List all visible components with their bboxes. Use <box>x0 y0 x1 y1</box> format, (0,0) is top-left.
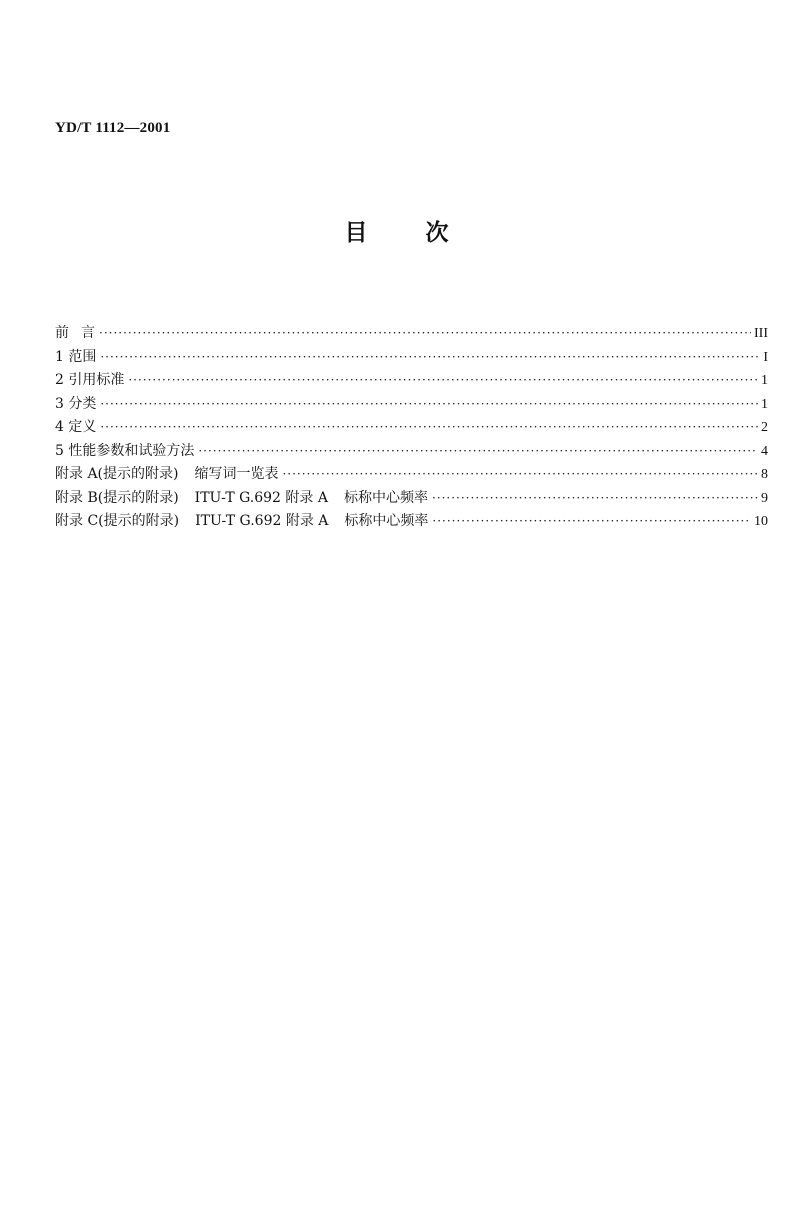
toc-entry-classification[interactable] <box>55 393 768 417</box>
leader-dots <box>432 487 758 511</box>
toc-entry-page: 1 <box>761 373 768 388</box>
toc-entry-page: I <box>763 349 768 365</box>
toc-entry-references[interactable] <box>55 369 768 393</box>
toc-entry-label: 3 分类 <box>55 395 97 412</box>
leader-dots <box>282 463 758 487</box>
toc-title-left: 目 <box>344 220 368 246</box>
toc-entry-page: 8 <box>761 467 768 482</box>
toc-entry-page: 1 <box>761 396 768 412</box>
toc-entry-page: 9 <box>761 490 768 506</box>
leader-dots <box>100 393 758 417</box>
toc-entry-appendix-b[interactable] <box>55 487 768 511</box>
leader-dots <box>128 369 758 393</box>
toc-title-right: 次 <box>425 220 449 246</box>
toc-entry-performance[interactable] <box>55 440 768 464</box>
toc-entry-appendix-c[interactable] <box>55 510 768 534</box>
toc-entry-label: 5 性能参数和试验方法 <box>55 442 195 459</box>
toc-entry-page: 2 <box>761 420 768 435</box>
toc-entry-page: III <box>754 326 768 341</box>
toc-list <box>55 322 768 534</box>
toc-entry-label: 附录 C(提示的附录) ITU-T G.692 附录 A 标称中心频率 <box>55 513 429 529</box>
toc-entry-label: 前 言 <box>55 325 95 341</box>
leader-dots <box>100 346 760 370</box>
toc-entry-label: 2 引用标准 <box>55 372 125 388</box>
toc-entry-label: 附录 A(提示的附录) 缩写词一览表 <box>55 466 279 482</box>
toc-entry-label: 1 范围 <box>55 348 97 365</box>
toc-entry-label: 附录 B(提示的附录) ITU-T G.692 附录 A 标称中心频率 <box>55 489 428 506</box>
leader-dots <box>432 510 751 534</box>
toc-entry-page: 10 <box>754 514 768 529</box>
toc-entry-page: 4 <box>761 443 768 459</box>
leader-dots <box>99 322 751 346</box>
toc-entry-preface[interactable] <box>55 322 768 346</box>
toc-entry-label: 4 定义 <box>55 419 97 435</box>
toc-title <box>0 214 793 247</box>
leader-dots <box>198 440 758 464</box>
leader-dots <box>100 416 758 440</box>
toc-entry-definitions[interactable] <box>55 416 768 440</box>
toc-entry-appendix-a[interactable] <box>55 463 768 487</box>
toc-entry-scope[interactable] <box>55 346 768 370</box>
standard-code: YD/T 1112—2001 <box>55 120 171 136</box>
